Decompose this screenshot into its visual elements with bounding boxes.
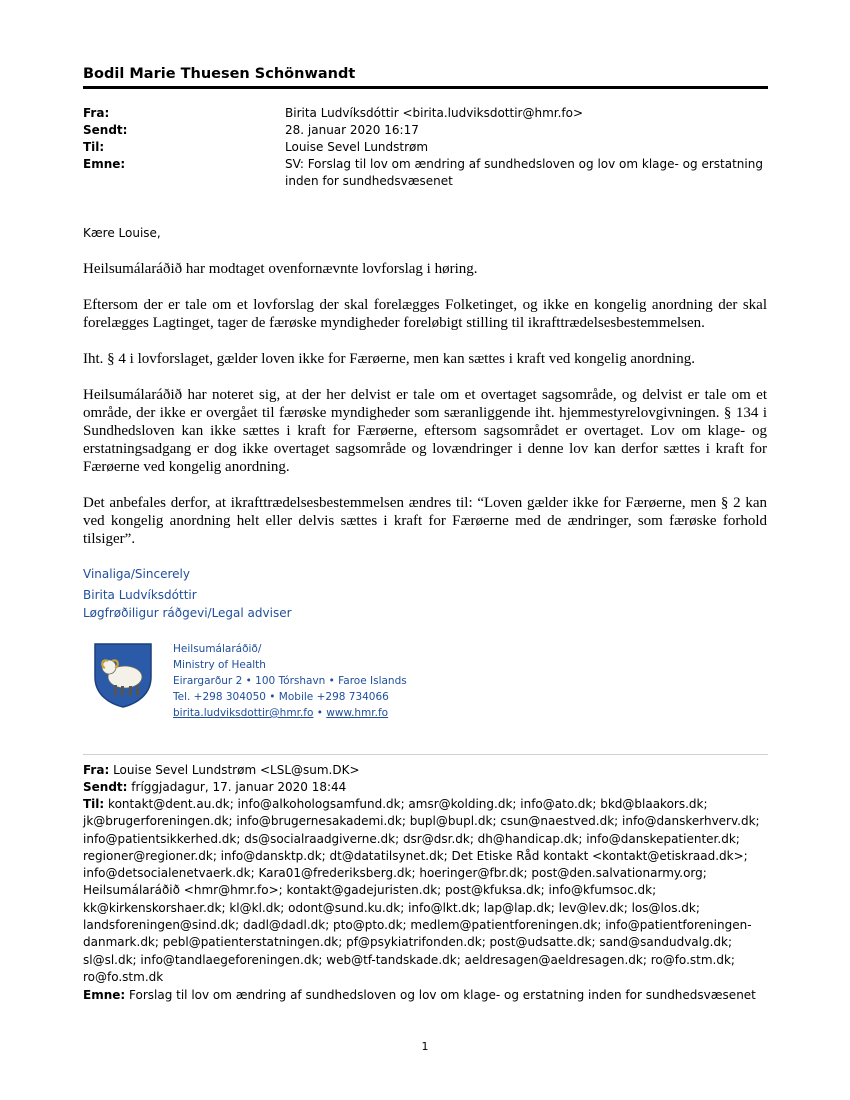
page-number: 1: [421, 1040, 429, 1053]
to-line: info@patientsikkerhed.dk; ds@socialraadgiverne.dk; dsr@dsr.dk; dh@handicap.dk; info@danskepatienter.dk;: [83, 831, 740, 846]
to-line: landsforeningen@sind.dk; dadl@dadl.dk; pto@pto.dk; medlem@patientforeningen.dk; info@patientforeningen-: [83, 918, 752, 933]
subject-value: SV: Forslag til lov om ændring af sundhedsloven og lov om klage- og erstatning inden for sundhedsvæsenet: [285, 157, 763, 188]
to-line: [83, 796, 773, 813]
forwarded-from-value: Louise Sevel Lundstrøm <LSL@sum.DK>: [113, 763, 360, 777]
to-line: danmark.dk; pebl@patienterstatningen.dk; pf@psykiatrifonden.dk; post@udsatte.dk; sand@sandudvalg.dk;: [83, 935, 733, 950]
email-link[interactable]: birita.ludviksdottir@hmr.fo: [173, 707, 314, 719]
forwarded-subject-label: Emne:: [83, 988, 126, 1002]
header-divider: [83, 86, 768, 89]
to-label: Til:: [83, 140, 105, 154]
from-label: Fra:: [83, 106, 110, 120]
body-paragraph-1: Heilsumálaráðið har modtaget ovenfornævnte lovforslag i høring.: [83, 261, 478, 277]
subject-label: Emne:: [83, 157, 126, 171]
forwarded-from-row: [83, 762, 773, 779]
to-line: jk@brugerforeningen.dk; info@brugernesakademi.dk; bupl@bupl.dk; csun@naestved.dk; info@danskerhverv.dk;: [83, 814, 760, 829]
body-paragraph-3: Iht. § 4 i lovforslaget, gælder loven ikke for Færøerne, men kan sættes i kraft ved kongelig anordning.: [83, 351, 695, 367]
forwarded-subject-row: [83, 987, 773, 1004]
greeting: Kære Louise,: [83, 226, 161, 240]
forwarded-sent-row: [83, 779, 773, 796]
to-line-text: kontakt@dent.au.dk; info@alkohologsamfund.dk; amsr@kolding.dk; info@ato.dk; bkd@blaakors.dk;: [108, 797, 708, 811]
to-line: sl@sl.dk; info@tandlaegeforeningen.dk; web@tf-tandskade.dk; aeldresagen@aeldresagen.dk; ro@fo.stm.dk;: [83, 952, 735, 967]
ministry-name-line1: Heilsumálaráðið/: [173, 643, 262, 655]
body-paragraph-2: Eftersom der er tale om et lovforslag der skal forelægges Folketinget, og ikke en kongelig anordning der skal forelægges Lagtinget, tager de færøske myndigheder foreløbigt stilling til ikrafttrædelsesbestemmelsen.: [83, 297, 767, 331]
link-separator: •: [313, 707, 327, 719]
website-link[interactable]: www.hmr.fo: [326, 707, 389, 719]
forwarded-to-label: Til:: [83, 797, 105, 811]
ministry-name-line2: Ministry of Health: [173, 659, 266, 671]
signature-closing: Vinaliga/Sincerely: [83, 567, 190, 581]
forwarded-subject-value: Forslag til lov om ændring af sundhedsloven og lov om klage- og erstatning inden for sundhedsvæsenet: [129, 988, 756, 1002]
body-paragraph-5: Det anbefales derfor, at ikrafttrædelsesbestemmelsen ændres til: “Loven gælder ikke for Færøerne, men § 2 kan ved kongelig anordning helt eller delvis sættes i kraft for Færøerne med de ændringer, som færøske forhold tilsiger”.: [83, 495, 767, 547]
sent-label: Sendt:: [83, 123, 128, 137]
forwarded-sent-value: fríggjadagur, 17. januar 2020 18:44: [131, 780, 347, 794]
document-owner-name: Bodil Marie Thuesen Schönwandt: [83, 66, 356, 82]
forwarded-sent-label: Sendt:: [83, 780, 128, 794]
to-line: Heilsumálaráðið <hmr@hmr.fo>; kontakt@gadejuristen.dk; post@kfuksa.dk; info@kfumsoc.dk;: [83, 883, 657, 898]
forwarded-to-block: [83, 796, 773, 986]
to-line: ro@fo.stm.dk: [83, 969, 164, 984]
forwarded-from-label: Fra:: [83, 763, 110, 777]
ministry-phone: Tel. +298 304050 • Mobile +298 734066: [173, 691, 389, 703]
forwarded-divider: [83, 754, 768, 755]
signature-title: Løgfrøðiligur ráðgevi/Legal adviser: [83, 606, 292, 620]
faroe-ram-coat-of-arms-icon: [92, 641, 154, 709]
signature-name: Birita Ludvíksdóttir: [83, 588, 197, 602]
body-paragraph-4: Heilsumálaráðið har noteret sig, at der her delvist er tale om et overtaget sagsområde, og delvist er tale om et område, der ikke er overgået til færøske myndigheder som særanliggende iht. hjemmestyrelovgivningen. § 134 i Sundhedsloven kan ikke sættes i kraft for Færøerne, eftersom sagsområdet er overtaget. Lov om klage- og erstatningsadgang er dog ikke overtaget sagsområde og lovændringer i denne lov kan derfor sættes i kraft for Færøerne ved kongelig anordning.: [83, 387, 767, 475]
ministry-contact-links: [173, 705, 388, 721]
to-line: info@detsocialenetvaerk.dk; Kara01@frederiksberg.dk; hoeringer@fbr.dk; post@den.salvationarmy.org;: [83, 866, 707, 881]
ministry-address: Eirargarður 2 • 100 Tórshavn • Faroe Islands: [173, 675, 407, 687]
to-value: Louise Sevel Lundstrøm: [285, 140, 429, 154]
to-line: kk@kirkenskorshaer.dk; kl@kl.dk; odont@sund.ku.dk; info@lkt.dk; lap@lap.dk; lev@lev.dk; los@los.dk;: [83, 900, 700, 915]
to-line: regioner@regioner.dk; info@dansktp.dk; dt@datatilsynet.dk; Det Etiske Råd kontakt <kontakt@etiskraad.dk>;: [83, 848, 748, 863]
from-value: Birita Ludvíksdóttir <birita.ludviksdottir@hmr.fo>: [285, 106, 584, 120]
sent-value: 28. januar 2020 16:17: [285, 123, 419, 137]
